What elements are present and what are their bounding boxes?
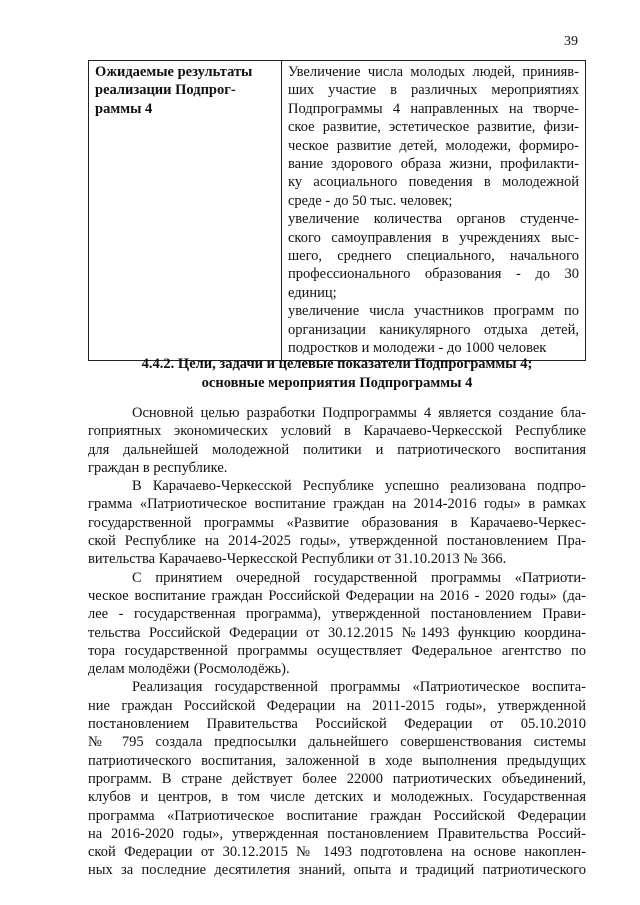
value-line: ших участие в различных мероприятиях [288, 82, 579, 99]
page-number: 39 [564, 34, 578, 49]
value-line: ского самоуправления в учреждениях выс- [288, 229, 579, 246]
paragraph-line: для дальнейшей молодежной политики и патриотического воспитания [88, 441, 586, 458]
paragraph-line: лее - государственная программа), утвержденной постановлением Прави- [88, 606, 586, 623]
label-line: Ожидаемые результаты [95, 64, 253, 80]
paragraph-line: государственной программы «Развитие образования в Карачаево-Черкес- [88, 514, 586, 531]
paragraph-line: В Карачаево-Черкесской Республике успешно реализована подпро- [132, 478, 586, 495]
value-line: среде - до 50 тыс. человек; [288, 192, 453, 209]
paragraph [88, 477, 586, 568]
paragraph-line: вительства Карачаево-Черкесской Республики от 31.10.2013 № 366. [88, 551, 507, 568]
table-row [89, 61, 586, 361]
expected-results-table [88, 60, 586, 361]
paragraph-line: программа «Патриотическое воспитание граждан Российской Федерации [88, 807, 586, 824]
section-heading [88, 355, 586, 393]
value-line: единиц; [288, 284, 337, 301]
paragraph-line: граждан в республике. [88, 459, 228, 476]
value-line: Увеличение числа молодых людей, принияв- [288, 64, 579, 80]
value-line: ское развитие, эстетическое развитие, физи- [288, 119, 579, 136]
table-value-cell [282, 61, 586, 361]
paragraph-line: Реализация государственной программы «Патриотическое воспита- [132, 679, 586, 696]
paragraph-line: патриотического воспитания, заложенной в ходе выполнения предыдущих [88, 752, 586, 769]
paragraph-line: тора государственной программы осуществляет Федеральное агентство по [88, 642, 586, 659]
heading-line: основные мероприятия Подпрограммы 4 [201, 375, 473, 391]
paragraph-line: гоприятных экономических условий в Карачаево-Черкесской Республике [88, 423, 586, 440]
paragraph [88, 678, 586, 879]
paragraph-line: на 2016-2020 годы», утвержденная постановлением Правительства Россий- [88, 825, 586, 842]
label-line: реализации Подпрог- [95, 82, 236, 99]
table-label-cell [89, 61, 282, 361]
value-line: профессионального образования - до 30 [288, 266, 579, 283]
paragraph-line: тельства Российской Федерации от 30.12.2015 №1493 функцию координа- [88, 624, 586, 641]
paragraph [88, 569, 586, 679]
value-line: ческое развитие детей, молодежи, формиро- [288, 137, 579, 154]
value-line: увеличение количества органов студенче- [288, 211, 579, 228]
paragraph-line: ческое воспитание граждан Российской Федерации на 2016 - 2020 годы» (да- [88, 587, 586, 604]
paragraph-line: грамма «Патриотическое воспитание граждан на 2014-2016 годы» в рамках [88, 496, 586, 513]
paragraph-line: № 795 создала предпосылки дальнейшего совершенствования системы [88, 734, 586, 751]
paragraph-line: Основной целью разработки Подпрограммы 4 является создание бла- [132, 405, 586, 421]
paragraph-line: ской Республике на 2014-2025 годы», утвержденной постановлением Пра- [88, 533, 586, 550]
value-line: увеличение числа участников программ по [288, 303, 579, 320]
paragraph-line: постановлением Правительства Российской Федерации от 05.10.2010 [88, 716, 586, 733]
paragraph [88, 404, 586, 477]
value-line: организации каникулярного отдыха детей, [288, 321, 579, 338]
heading-line: 4.4.2. Цели, задачи и целевые показатели Подпрограммы 4; [141, 356, 533, 372]
value-line: вание здорового образа жизни, профилакти- [288, 156, 579, 173]
paragraph-line: ных за последние десятилетия знаний, опыта и традиций патриотического [88, 862, 586, 879]
paragraph-line: С принятием очередной государственной программы «Патриоти- [132, 569, 586, 586]
paragraph-line: ние граждан Российской Федерации на 2011-2015 годы», утвержденной [88, 697, 586, 714]
label-line: раммы 4 [95, 100, 153, 117]
value-line: ку асоциального поведения в молодежной [288, 174, 579, 191]
paragraph-line: клубов и центров, в том числе детских и молодежных. Государственная [88, 789, 586, 806]
paragraph-line: ской Федерации от 30.12.2015 № 1493 подготовлена на основе накоплен- [88, 844, 586, 861]
paragraph-line: программ. В стране действует более 22000 патриотических объединений, [88, 770, 586, 787]
value-line: подростков и молодежи - до 1000 человек [288, 340, 547, 357]
paragraph-line: делам молодёжи (Росмолодёжь). [88, 661, 290, 678]
body-text [88, 404, 586, 880]
value-line: шего, среднего специального, начального [288, 248, 579, 265]
value-line: Подпрограммы 4 направленных на творче- [288, 100, 579, 117]
